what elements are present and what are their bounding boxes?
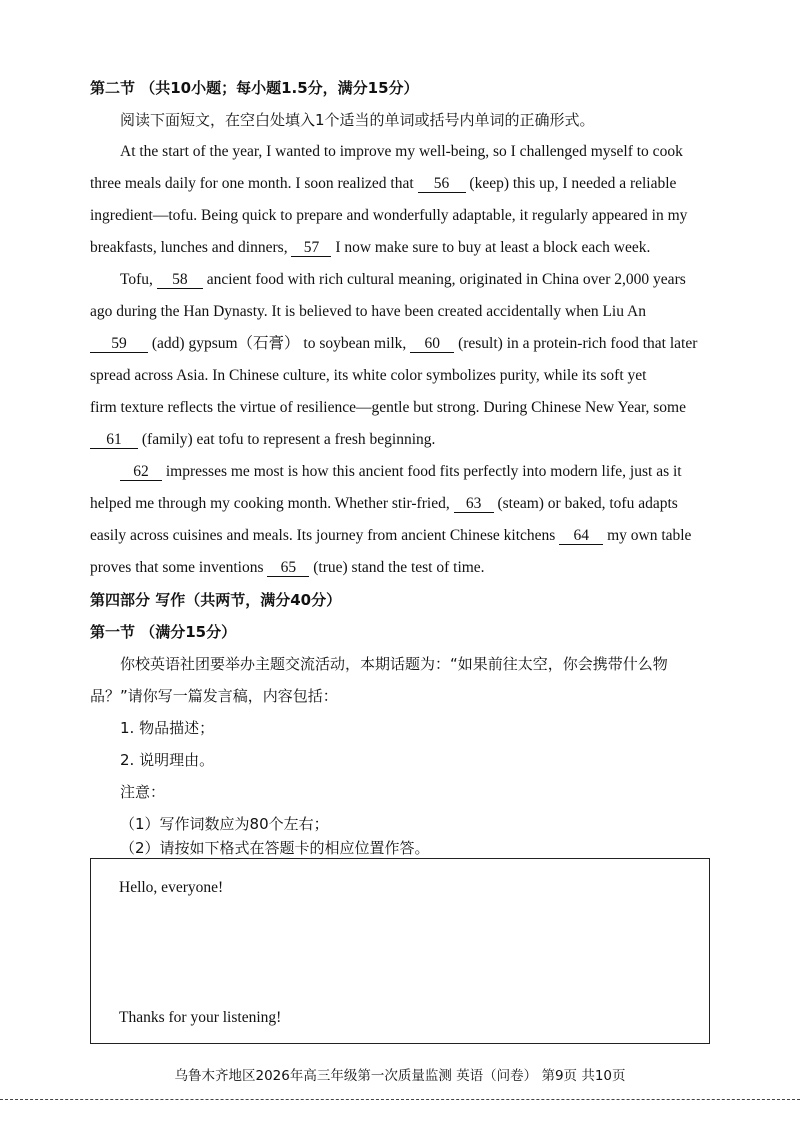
passage-text: (family) eat tofu to represent a fresh beginning.: [141, 431, 436, 448]
blank-65[interactable]: 65: [267, 559, 309, 577]
blank-63[interactable]: 63: [454, 495, 494, 513]
passage-text: proves that some inventions: [90, 559, 264, 576]
passage-text: (result) in a protein-rich food that later: [458, 335, 698, 352]
blank-57[interactable]: 57: [291, 239, 331, 257]
passage-text: my own table: [607, 527, 692, 544]
blank-62[interactable]: 62: [120, 463, 162, 481]
passage-text: impresses me most is how this ancient food fits perfectly into modern life, just as it: [165, 463, 682, 480]
closing-text: Thanks for your listening!: [119, 1009, 282, 1026]
passage-line: firm texture reflects the virtue of resilience—gentle but strong. During Chinese New Year, some: [90, 399, 686, 416]
passage-line: [90, 526, 710, 546]
passage-line: [90, 494, 710, 514]
passage-text: breakfasts, lunches and dinners,: [90, 239, 288, 256]
section-2-instruction: 阅读下面短文，在空白处填入1个适当的单词或括号内单词的正确形式。: [120, 111, 595, 129]
passage-text: three meals daily for one month. I soon realized that: [90, 175, 414, 192]
passage-text: (steam) or baked, tofu adapts: [497, 495, 678, 512]
part-4-title: 第四部分 写作（共两节，满分40分）: [90, 591, 342, 609]
passage-line: [90, 238, 710, 258]
answer-format-box: [90, 858, 710, 1044]
passage-line: [90, 430, 710, 450]
passage-line: [120, 462, 710, 482]
prompt-item-2: 2. 说明理由。: [120, 751, 215, 769]
passage-line: spread across Asia. In Chinese culture, its white color symbolizes purity, while its soft yet: [90, 367, 647, 384]
passage-line: [90, 558, 710, 578]
passage-text: ancient food with rich cultural meaning, originated in China over 2,000 years: [206, 271, 686, 288]
passage-text: (add) gypsum（石膏） to soybean milk,: [151, 335, 407, 352]
passage-text: I now make sure to buy at least a block each week.: [335, 239, 651, 256]
passage-text: easily across cuisines and meals. Its journey from ancient Chinese kitchens: [90, 527, 556, 544]
blank-64[interactable]: 64: [559, 527, 603, 545]
section-1-title: 第一节 （满分15分）: [90, 623, 237, 641]
prompt-item-1: 1. 物品描述；: [120, 719, 215, 737]
passage-line: ingredient—tofu. Being quick to prepare and wonderfully adaptable, it regularly appeared in my: [90, 207, 688, 224]
passage-text: Tofu,: [120, 271, 153, 288]
section-2-title: 第二节 （共10小题；每小题1.5分，满分15分）: [90, 79, 419, 97]
blank-59[interactable]: 59: [90, 335, 148, 353]
greeting-text: Hello, everyone!: [119, 879, 224, 896]
passage-line: [90, 174, 710, 194]
passage-line: [120, 270, 710, 290]
blank-58[interactable]: 58: [157, 271, 203, 289]
passage-line: At the start of the year, I wanted to improve my well-being, so I challenged myself to cook: [120, 143, 683, 160]
blank-60[interactable]: 60: [410, 335, 454, 353]
note-label: 注意：: [120, 783, 166, 801]
note-1: （1）写作词数应为80个左右；: [120, 815, 329, 833]
writing-prompt: 你校英语社团要举办主题交流活动，本期话题为：“如果前往太空，你会携带什么物: [120, 655, 668, 673]
footer-divider: [0, 1099, 800, 1100]
passage-text: (true) stand the test of time.: [313, 559, 485, 576]
page-footer: 乌鲁木齐地区2026年高三年级第一次质量监测 英语（问卷） 第9页 共10页: [174, 1068, 626, 1084]
blank-56[interactable]: 56: [418, 175, 466, 193]
note-2: （2）请按如下格式在答题卡的相应位置作答。: [120, 839, 430, 857]
passage-text: helped me through my cooking month. Whether stir-fried,: [90, 495, 450, 512]
passage-line: ago during the Han Dynasty. It is believed to have been created accidentally when Liu An: [90, 303, 646, 320]
writing-prompt: 品？”请你写一篇发言稿，内容包括：: [90, 687, 338, 705]
passage-line: [90, 334, 710, 354]
blank-61[interactable]: 61: [90, 431, 138, 449]
passage-text: (keep) this up, I needed a reliable: [469, 175, 677, 192]
